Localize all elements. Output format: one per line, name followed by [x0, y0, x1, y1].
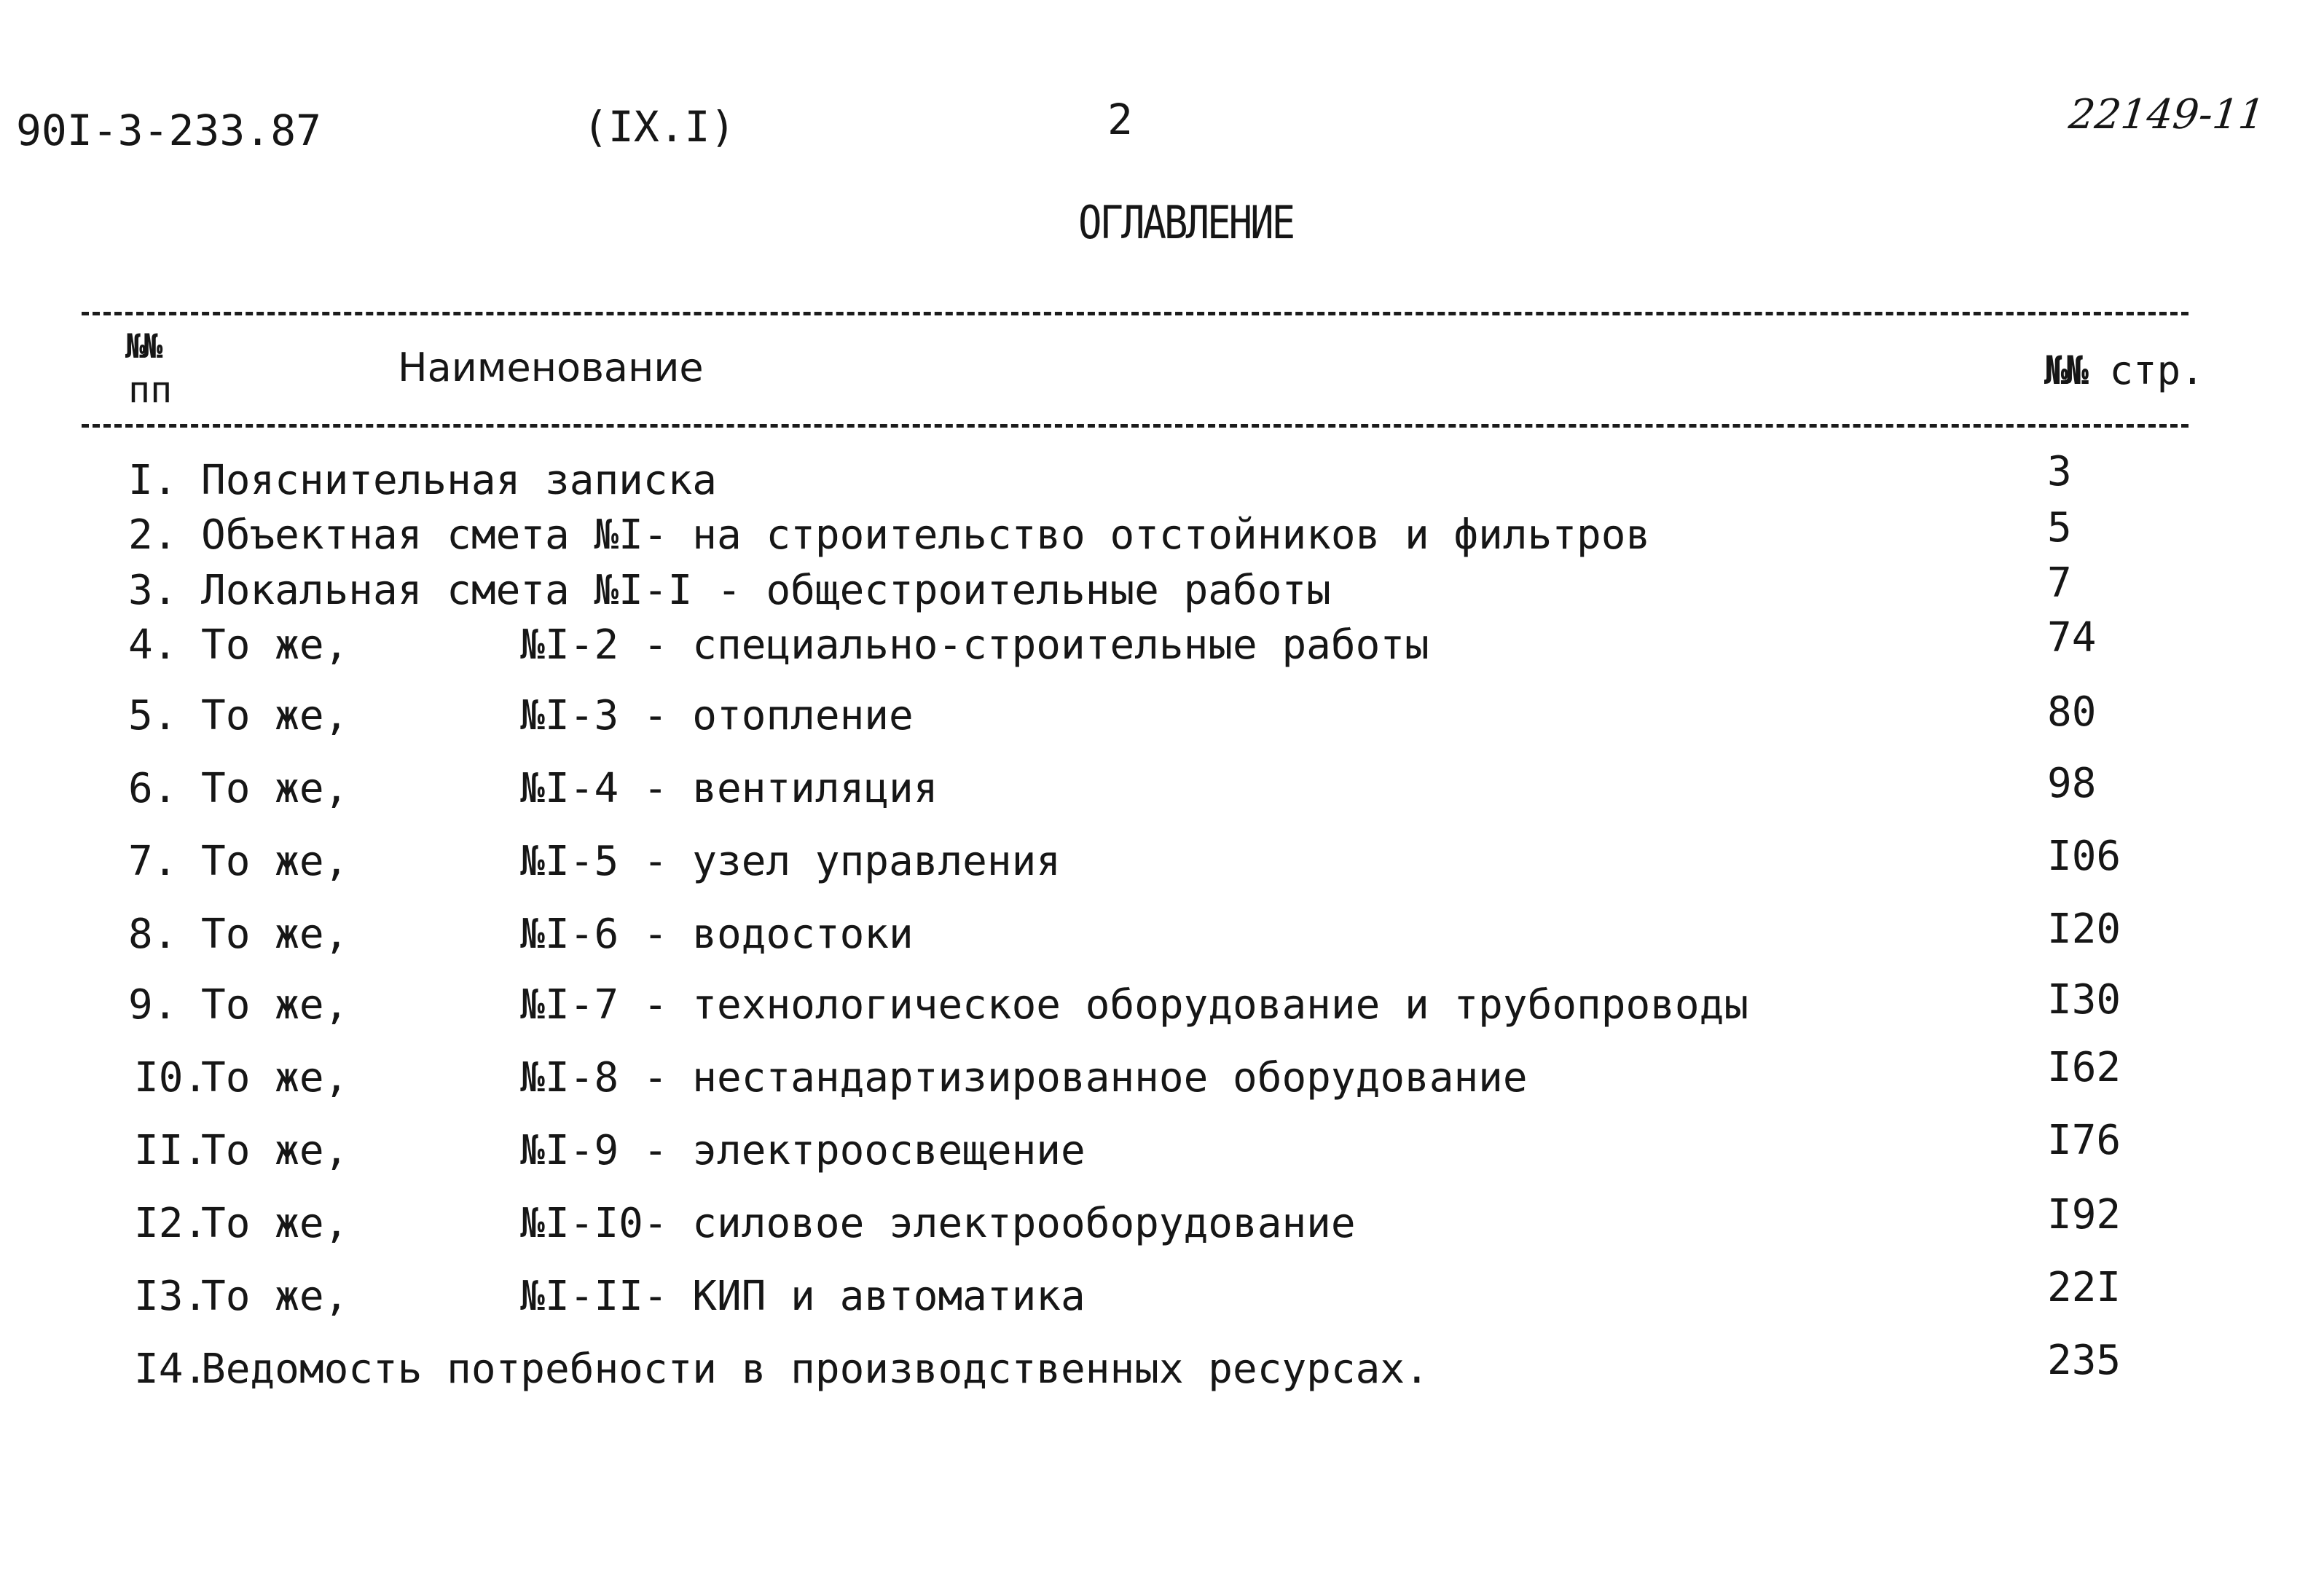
page-number: 2: [1107, 95, 1133, 144]
header-divider-bottom: [82, 424, 2188, 428]
column-header-page-word: стр.: [2109, 347, 2205, 393]
entry-page: I06: [2047, 833, 2121, 880]
entry-number: 7.: [128, 838, 178, 885]
entry-title: Локальная смета №I-I - общестроительные работы: [201, 567, 1331, 614]
document-code: 90I-3-233.87: [16, 106, 322, 155]
entry-number: 2.: [128, 511, 178, 559]
entry-page: 74: [2047, 614, 2097, 661]
entry-page: I92: [2047, 1191, 2121, 1238]
entry-page: 22I: [2047, 1264, 2121, 1311]
column-header-page-mark: №№: [2044, 347, 2087, 393]
entry-page: 7: [2047, 559, 2072, 607]
archive-number: 22149-11: [2066, 91, 2267, 138]
entry-number: I0.: [134, 1054, 208, 1101]
entry-number: I4.: [134, 1346, 208, 1393]
entry-page: 3: [2047, 448, 2072, 495]
entry-number: I.: [128, 457, 178, 504]
series-code: (IX.I): [583, 102, 736, 152]
entry-page: 5: [2047, 504, 2072, 551]
entry-page: 235: [2047, 1337, 2121, 1384]
column-header-page: [2044, 347, 2205, 393]
entry-title: То же, №I-3 - отопление: [201, 692, 914, 739]
entry-title: То же, №I-4 - вентиляция: [201, 765, 938, 812]
entry-title: То же, №I-5 - узел управления: [201, 838, 1061, 885]
entry-number: 8.: [128, 911, 178, 958]
entry-title: То же, №I-7 - технологическое оборудование и трубопроводы: [201, 981, 1749, 1029]
entry-title: То же, №I-8 - нестандартизированное оборудование: [201, 1054, 1528, 1101]
entry-page: 80: [2047, 688, 2097, 736]
entry-number: 4.: [128, 621, 178, 669]
entry-number: I3.: [134, 1273, 208, 1320]
entry-number: II.: [134, 1127, 208, 1174]
entry-page: I30: [2047, 976, 2121, 1024]
entry-title: Пояснительная записка: [201, 457, 718, 504]
column-header-name: Наименование: [398, 345, 704, 390]
entry-page: I76: [2047, 1117, 2121, 1164]
column-header-number-mark: №№: [125, 326, 160, 366]
entry-title: То же, №I-9 - электроосвещение: [201, 1127, 1086, 1174]
entry-title: Ведомость потребности в производственных ресурсах.: [201, 1346, 1429, 1393]
entry-title: Объектная смета №I- на строительство отстойников и фильтров: [201, 511, 1651, 559]
entry-page: I20: [2047, 906, 2121, 953]
entry-title: То же, №I-II- КИП и автоматика: [201, 1273, 1086, 1320]
entry-number: 5.: [128, 692, 178, 739]
entry-number: 9.: [128, 981, 178, 1029]
page-title: ОГЛАВЛЕНИЕ: [1078, 196, 1294, 249]
entry-number: 3.: [128, 567, 178, 614]
column-header-number-pp: пп: [128, 369, 173, 411]
entry-title: То же, №I-6 - водостоки: [201, 911, 914, 958]
entry-number: 6.: [128, 765, 178, 812]
header-divider-top: [82, 312, 2188, 315]
entry-page: 98: [2047, 760, 2097, 807]
entry-title: То же, №I-I0- силовое электрооборудование: [201, 1200, 1356, 1247]
entry-page: I62: [2047, 1044, 2121, 1091]
entry-title: То же, №I-2 - специально-строительные работы: [201, 621, 1429, 669]
entry-number: I2.: [134, 1200, 208, 1247]
